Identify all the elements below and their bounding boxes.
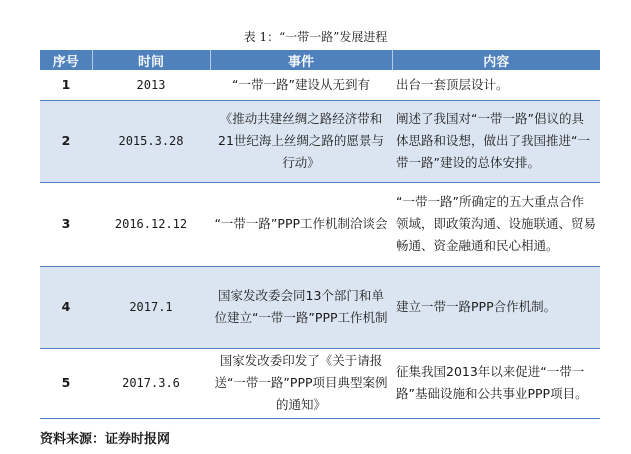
cell-time: 2015.3.28: [92, 100, 210, 182]
table-row: [40, 266, 600, 348]
table-row: [40, 70, 600, 100]
cell-seq: 5: [40, 348, 92, 418]
cell-content: “一带一路”所确定的五大重点合作领域，即政策沟通、设施联通、贸易畅通、资金融通和民心相通。: [392, 182, 600, 266]
progress-table: [40, 50, 600, 419]
cell-event: “一带一路”PPP工作机制洽谈会: [210, 182, 392, 266]
cell-seq: 1: [40, 70, 92, 100]
table-row: [40, 348, 600, 418]
cell-event: 《推动共建丝绸之路经济带和21世纪海上丝绸之路的愿景与行动》: [210, 100, 392, 182]
cell-seq: 2: [40, 100, 92, 182]
header-time: 时间: [92, 50, 210, 70]
header-event: 事件: [210, 50, 392, 70]
source-note: 资料来源：证券时报网: [40, 432, 171, 447]
cell-time: 2017.1: [92, 266, 210, 348]
cell-content: 阐述了我国对“一带一路”倡议的具体思路和设想，做出了我国推进“一带一路”建设的总体安排。: [392, 100, 600, 182]
cell-seq: 3: [40, 182, 92, 266]
table-caption: 表 1：“一带一路”发展进程: [243, 30, 388, 44]
cell-time: 2016.12.12: [92, 182, 210, 266]
cell-time: 2013: [92, 70, 210, 100]
cell-content: 出台一套顶层设计。: [392, 70, 600, 100]
cell-seq: 4: [40, 266, 92, 348]
header-content: 内容: [392, 50, 600, 70]
cell-time: 2017.3.6: [92, 348, 210, 418]
cell-content: 建立一带一路PPP合作机制。: [392, 266, 600, 348]
table-row: [40, 100, 600, 182]
table-header-row: [40, 50, 600, 70]
cell-content: 征集我国2013年以来促进“一带一路”基础设施和公共事业PPP项目。: [392, 348, 600, 418]
header-seq: 序号: [40, 50, 92, 70]
cell-event: 国家发改委会同13个部门和单位建立“一带一路”PPP工作机制: [210, 266, 392, 348]
cell-event: 国家发改委印发了《关于请报送“一带一路”PPP项目典型案例的通知》: [210, 348, 392, 418]
cell-event: “一带一路”建设从无到有: [210, 70, 392, 100]
table-row: [40, 182, 600, 266]
